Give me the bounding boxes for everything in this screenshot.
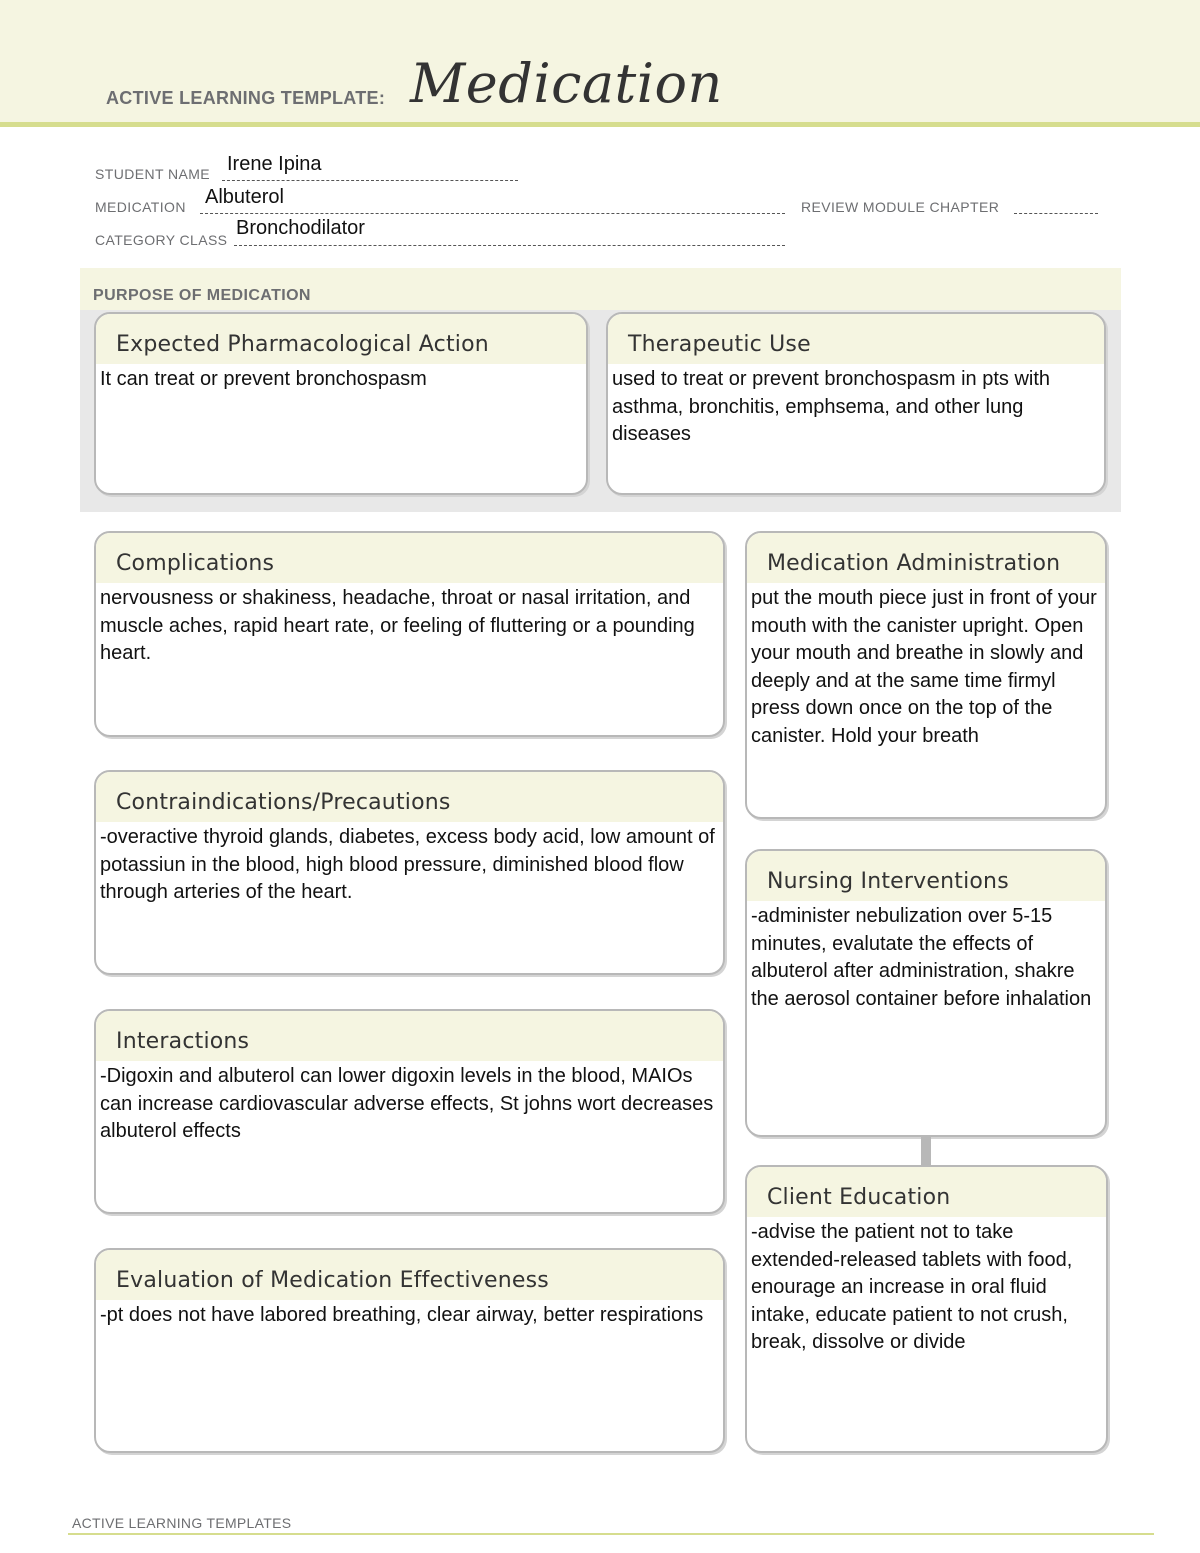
interactions-card — [94, 1009, 725, 1214]
nursing-interventions-text[interactable]: -administer nebulization over 5-15 minutes, evalutate the effects of albuterol after administration, shakre the aerosol container before inhalation — [751, 905, 1092, 1010]
therapeutic-use-card — [606, 312, 1106, 495]
student-name-field[interactable]: Irene Ipina — [227, 153, 322, 175]
complications-card — [94, 531, 725, 737]
footer-rule — [68, 1533, 1154, 1535]
expected-action-card — [94, 312, 588, 495]
category-class-field[interactable]: Bronchodilator — [236, 217, 365, 239]
complications-text[interactable]: nervousness or shakiness, headache, throat or nasal irritation, and muscle aches, rapid heart rate, or feeling of fluttering or a pounding heart. — [100, 587, 695, 664]
review-module-line — [1014, 213, 1098, 214]
student-name-label: STUDENT NAME — [95, 166, 210, 182]
complications-title: Complications — [96, 533, 723, 583]
connector-bar — [921, 1135, 931, 1167]
template-label: ACTIVE LEARNING TEMPLATE: — [106, 88, 386, 108]
interactions-text[interactable]: -Digoxin and albuterol can lower digoxin levels in the blood, MAIOs can increase cardiovascular adverse effects, St johns wort decreases albuterol effects — [100, 1065, 714, 1142]
review-module-label: REVIEW MODULE CHAPTER — [801, 199, 1000, 215]
evaluation-card — [94, 1248, 725, 1453]
expected-action-title: Expected Pharmacological Action — [96, 314, 586, 364]
interactions-title: Interactions — [96, 1011, 723, 1061]
expected-action-text[interactable]: It can treat or prevent bronchospasm — [100, 368, 427, 390]
purpose-label: PURPOSE OF MEDICATION — [93, 287, 311, 304]
contraindications-title: Contraindications/Precautions — [96, 772, 723, 822]
client-education-title: Client Education — [747, 1167, 1106, 1217]
contraindications-text[interactable]: -overactive thyroid glands, diabetes, excess body acid, low amount of potassiun in the blood, high blood pressure, diminished blood flow through arteries of the heart. — [100, 826, 715, 903]
client-education-text[interactable]: -advise the patient not to take extended-released tablets with food, enourage an increase in oral fluid intake, educate patient to not crush, break, dissolve or divide — [751, 1221, 1073, 1353]
category-class-label: CATEGORY CLASS — [95, 232, 228, 248]
medication-administration-text[interactable]: put the mouth piece just in front of your mouth with the canister upright. Open your mouth and breathe in slowly and deeply and at the same time firmyl press down once on the top of the canister. Hold your breath — [751, 587, 1097, 747]
evaluation-title: Evaluation of Medication Effectiveness — [96, 1250, 723, 1300]
student-name-line — [222, 180, 518, 181]
medication-administration-title: Medication Administration — [747, 533, 1105, 583]
medication-line — [200, 213, 785, 214]
medication-administration-card — [745, 531, 1107, 819]
category-class-line — [234, 245, 785, 246]
medication-label: MEDICATION — [95, 199, 186, 215]
page-title: Medication — [410, 52, 723, 115]
footer-label: ACTIVE LEARNING TEMPLATES — [72, 1515, 292, 1531]
nursing-interventions-title: Nursing Interventions — [747, 851, 1105, 901]
therapeutic-use-title: Therapeutic Use — [608, 314, 1104, 364]
header-rule — [0, 122, 1200, 127]
client-education-card — [745, 1165, 1108, 1453]
therapeutic-use-text[interactable]: used to treat or prevent bronchospasm in pts with asthma, bronchitis, emphsema, and other lung diseases — [612, 368, 1051, 445]
contraindications-card — [94, 770, 725, 975]
medication-field[interactable]: Albuterol — [205, 186, 284, 208]
evaluation-text[interactable]: -pt does not have labored breathing, clear airway, better respirations — [100, 1304, 704, 1326]
nursing-interventions-card — [745, 849, 1107, 1137]
